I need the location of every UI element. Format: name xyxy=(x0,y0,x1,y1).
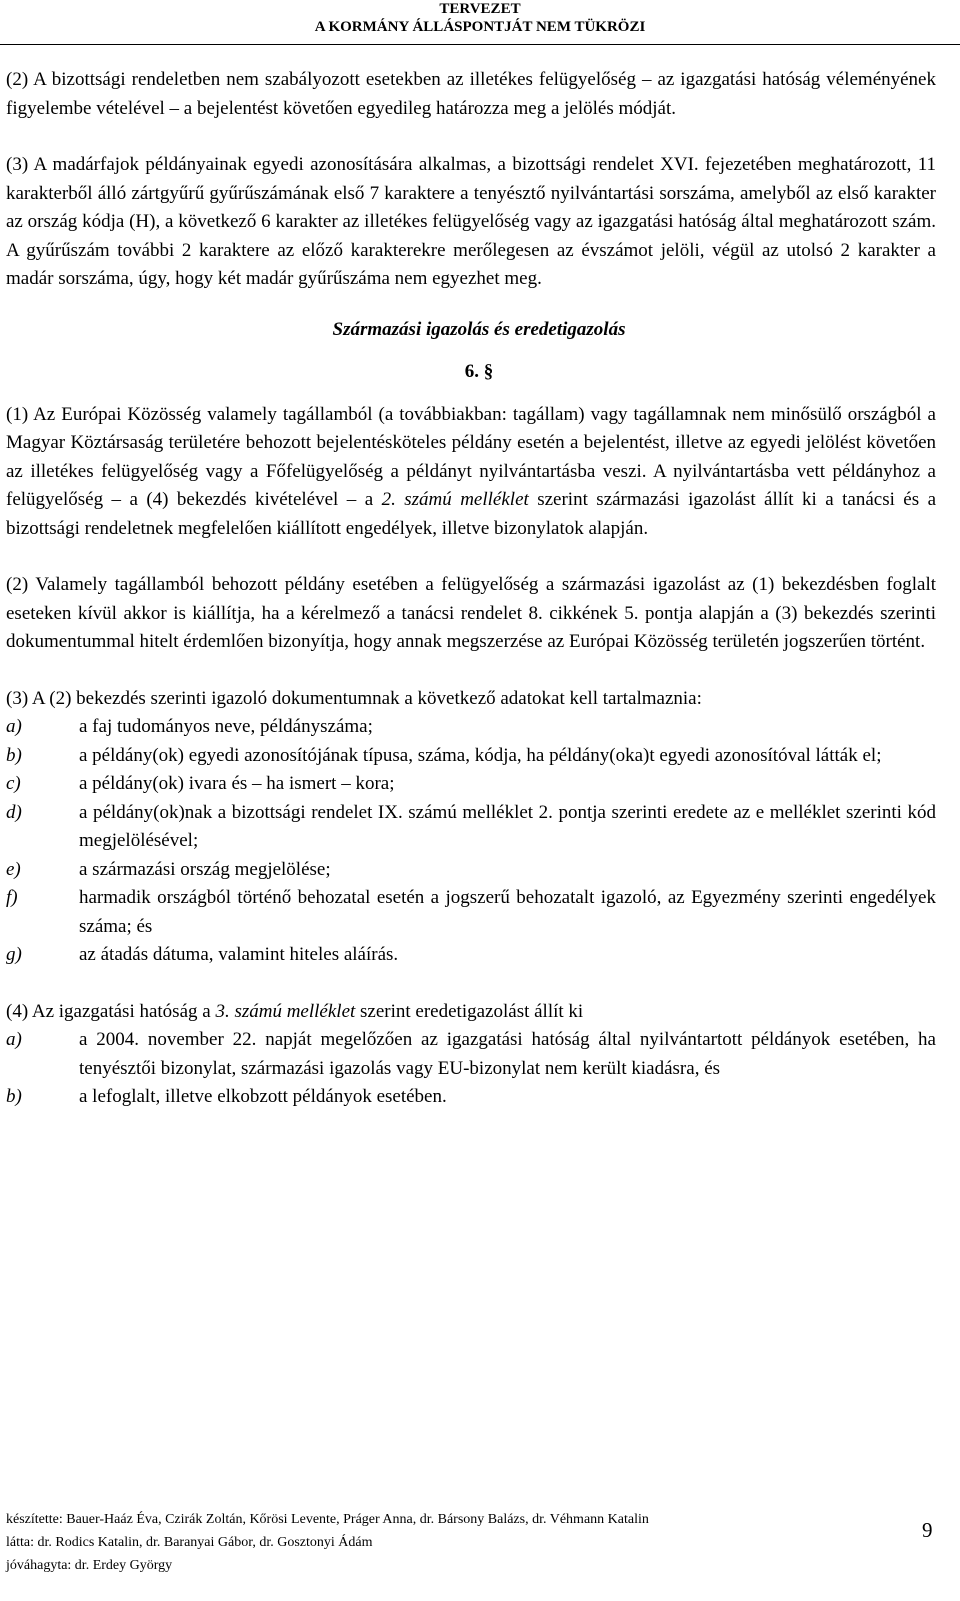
paragraph-5-2: (2) A bizottsági rendeletben nem szabályozott esetekben az illetékes felügyelőség – az igazgatási hatóság véleményének figyelembe vételével – a bejelentést követően egyedileg határozza meg a jelölés módját. xyxy=(6,69,936,119)
paragraph-5-3: (3) A madárfajok példányainak egyedi azonosítására alkalmas, a bizottsági rendelet XVI. fejezetében meghatározott, 11 karakterből álló zártgyűrű gyűrűszámának első 7 karaktere a tenyésztő nyilvántartási sorszáma, amelyből az első karakter az ország kódja (H), a következő 6 karakter az illetékes felügyelőség vagy az igazgatási hatóság által meghatározott szám. A gyűrűszám további 2 karaktere az előző karakterekre merőlegesen az évszámot jelöli, végül az utolsó 2 karakter a madár sorszáma, úgy, hogy két madár gyűrűszáma nem egyezhet meg. xyxy=(6,154,936,289)
header-divider xyxy=(0,44,960,45)
list-item: d) a példány(ok)nak a bizottsági rendelet IX. számú melléklet 2. pontja szerinti eredete az e melléklet szerinti kód megjelölésével; xyxy=(6,801,936,851)
paragraph-6-1: (1) Az Európai Közösség valamely tagállamból (a továbbiakban: tagállam) vagy tagállamnak nem minősülő országból a Magyar Köztársaság területére behozott bejelentésköteles példány esetén a bejelentést, illetve az egyedi jelölést követően az illetékes felügyelőség vagy a Főfelügyelőség a példányt nyilvántartásba veszi. A nyilvántartásba vett példányhoz a felügyelőség – a (4) bekezdés kivételével – a 2. számú melléklet szerint származási igazolást állít ki a tanácsi és a bizottsági rendeletnek megfelelően kiállított engedélyek, illetve bizonylatok alapján. xyxy=(6,403,936,539)
footer-approver: jóváhagyta: dr. Erdey György xyxy=(6,1558,173,1573)
draft-label: TERVEZET xyxy=(439,1,521,17)
list-item: f) harmadik országból történő behozatal esetén a jogszerű behozatalt igazoló, az Egyezmény szerinti engedélyek száma; és xyxy=(6,887,936,937)
section-heading: Származási igazolás és eredetigazolás xyxy=(332,318,626,340)
footer-reviewers: látta: dr. Rodics Katalin, dr. Baranyai Gábor, dr. Gosztonyi Ádám xyxy=(6,1535,373,1550)
section-number: 6. § xyxy=(464,361,494,382)
draft-disclaimer: A KORMÁNY ÁLLÁSPONTJÁT NEM TÜKRÖZI xyxy=(314,19,646,35)
footer-authors: készítette: Bauer-Haáz Éva, Czirák Zoltán, Kőrösi Levente, Práger Anna, dr. Bársony Balázs, dr. Véhmann Katalin xyxy=(6,1512,649,1527)
document-body xyxy=(6,66,936,1112)
list-item: a) a 2004. november 22. napját megelőzően az igazgatási hatóság által nyilvántartott példányok esetében, ha tenyésztői bizonylat, származási igazolás vagy EU-bizonylat nem került kiadásra, és xyxy=(6,1029,936,1079)
list-item: b) a példány(ok) egyedi azonosítójának típusa, száma, kódja, ha példány(oka)t egyedi azonosítóval látták el; xyxy=(6,744,882,766)
paragraph-6-3-intro: (3) A (2) bekezdés szerinti igazoló dokumentumnak a következő adatokat kell tartalmaznia: xyxy=(6,687,702,709)
list-item: b) a lefoglalt, illetve elkobzott példányok esetében. xyxy=(6,1086,447,1107)
list-item: c) a példány(ok) ivara és – ha ismert – kora; xyxy=(6,773,395,794)
list-6-3 xyxy=(6,713,936,970)
list-item: g) az átadás dátuma, valamint hiteles aláírás. xyxy=(6,944,399,965)
draft-header xyxy=(0,0,960,36)
footer-credits xyxy=(6,1508,649,1577)
list-item: e) a származási ország megjelölése; xyxy=(6,858,331,880)
page-number: 9 xyxy=(922,1518,933,1542)
paragraph-6-4: (4) Az igazgatási hatóság a 3. számú melléklet szerint eredetigazolást állít ki xyxy=(6,1000,584,1022)
list-item: a) a faj tudományos neve, példányszáma; xyxy=(6,716,373,737)
paragraph-6-2: (2) Valamely tagállamból behozott példány esetében a felügyelőség a származási igazolást az (1) bekezdésben foglalt eseteken kívül akkor is kiállítja, ha a kérelmező a tanácsi rendelet 8. cikkének 5. pontja alapján a (3) bekezdés szerinti dokumentummal hitelt érdemlően bizonyítja, hogy annak megszerzése az Európai Közösség területén jogszerűen történt. xyxy=(6,574,936,652)
list-6-4 xyxy=(6,1026,936,1112)
